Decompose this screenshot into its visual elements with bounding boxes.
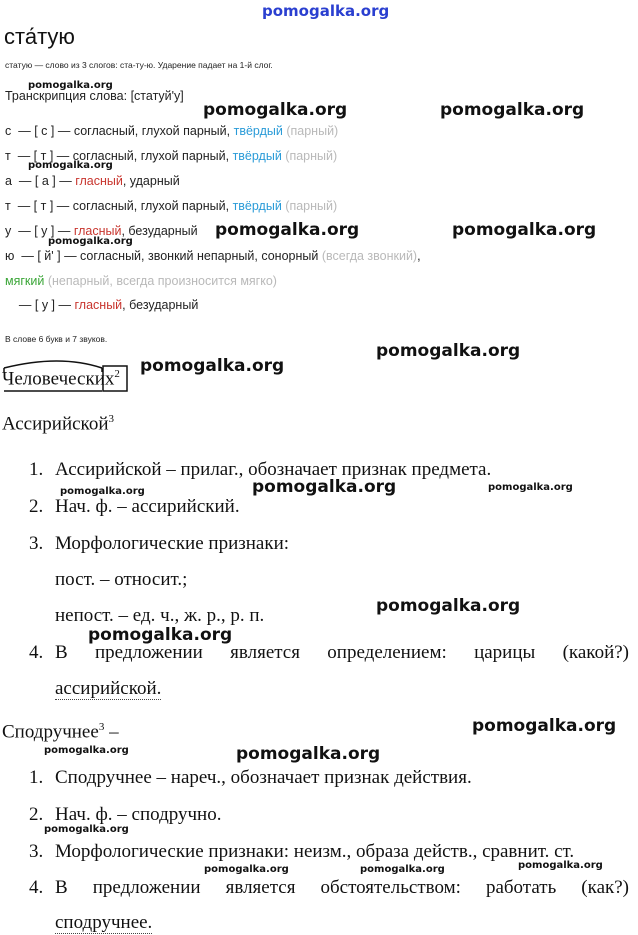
phonetic-transcription: Транскрипция слова: [статуй'у]: [5, 89, 184, 103]
watermark: pomogalka.org: [518, 860, 603, 871]
watermark: pomogalka.org: [472, 716, 617, 736]
watermark: pomogalka.org: [28, 80, 113, 91]
phonetic-row: ю — [ й' ] — согласный, звонкий непарный, сонорный (всегда звонкий),: [5, 249, 421, 263]
morpheme-marks: [0, 356, 140, 396]
list-item: 2. Нач. ф. – ассирийский.: [29, 496, 240, 517]
watermark: pomogalka.org: [488, 482, 573, 493]
phonetic-row: — [ у ] — гласный, безударный: [18, 298, 199, 312]
watermark: pomogalka.org: [88, 625, 233, 645]
list-item: непост. – ед. ч., ж. р., р. п.: [55, 605, 265, 626]
watermark: pomogalka.org: [203, 100, 348, 120]
watermark: pomogalka.org: [376, 596, 521, 616]
phonetic-summary: статую — слово из 3 слогов: ста-ту-ю. Ударение падает на 1-й слог.: [5, 60, 273, 70]
watermark: pomogalka.org: [360, 864, 445, 875]
phonetic-word: ста́тую: [4, 24, 75, 49]
watermark: pomogalka.org: [452, 220, 597, 240]
list-item: сподручнее.: [55, 912, 153, 933]
list-item: 1. Ассирийской – прилаг., обозначает признак предмета.: [29, 459, 492, 480]
watermark: pomogalka.org: [376, 341, 521, 361]
phonetic-row: т — [ т ] — согласный, глухой парный, твёрдый (парный): [5, 149, 338, 163]
list-item: 3. Морфологические признаки: неизм., образа действ., сравнит. ст.: [29, 841, 575, 862]
list-item: 2. Нач. ф. – сподручно.: [29, 804, 222, 825]
watermark: pomogalka.org: [28, 160, 113, 171]
list-item: 3. Морфологические признаки:: [29, 533, 290, 554]
phonetic-row: т — [ т ] — согласный, глухой парный, твёрдый (парный): [5, 199, 338, 213]
watermark: pomogalka.org: [44, 824, 129, 835]
list-item: 4. В предложении является обстоятельством: работать (как?): [29, 877, 629, 898]
watermark: pomogalka.org: [252, 477, 397, 497]
list-item: пост. – относит.;: [55, 569, 188, 590]
list-item: 1. Сподручнее – нареч., обозначает признак действия.: [29, 767, 472, 788]
watermark: pomogalka.org: [204, 864, 289, 875]
list-item: 4. В предложении является определением: царицы (какой?): [29, 642, 629, 663]
phonetic-row: а — [ а ] — гласный, ударный: [5, 174, 180, 188]
watermark: pomogalka.org: [60, 486, 145, 497]
phonetic-row: мягкий (непарный, всегда произносится мягко): [5, 274, 277, 288]
watermark: pomogalka.org: [215, 220, 360, 240]
watermark: pomogalka.org: [44, 745, 129, 756]
watermark-top: pomogalka.org: [262, 2, 390, 20]
watermark: pomogalka.org: [48, 236, 133, 247]
list-item: ассирийской.: [55, 678, 162, 699]
watermark: pomogalka.org: [140, 356, 285, 376]
watermark: pomogalka.org: [440, 100, 585, 120]
phonetic-row: с — [ с ] — согласный, глухой парный, твёрдый (парный): [5, 124, 339, 138]
watermark: pomogalka.org: [236, 744, 381, 764]
phonetic-row: у — [ у ] — гласный, безударный: [5, 224, 198, 238]
section-1-title: Ассирийской$^3$: [2, 413, 114, 435]
morpheme-word: Человеческих$^2$: [2, 368, 120, 390]
phonetic-footer: В слове 6 букв и 7 звуков.: [5, 334, 108, 344]
section-2-title: Сподручнее$^3$ –: [2, 721, 119, 743]
